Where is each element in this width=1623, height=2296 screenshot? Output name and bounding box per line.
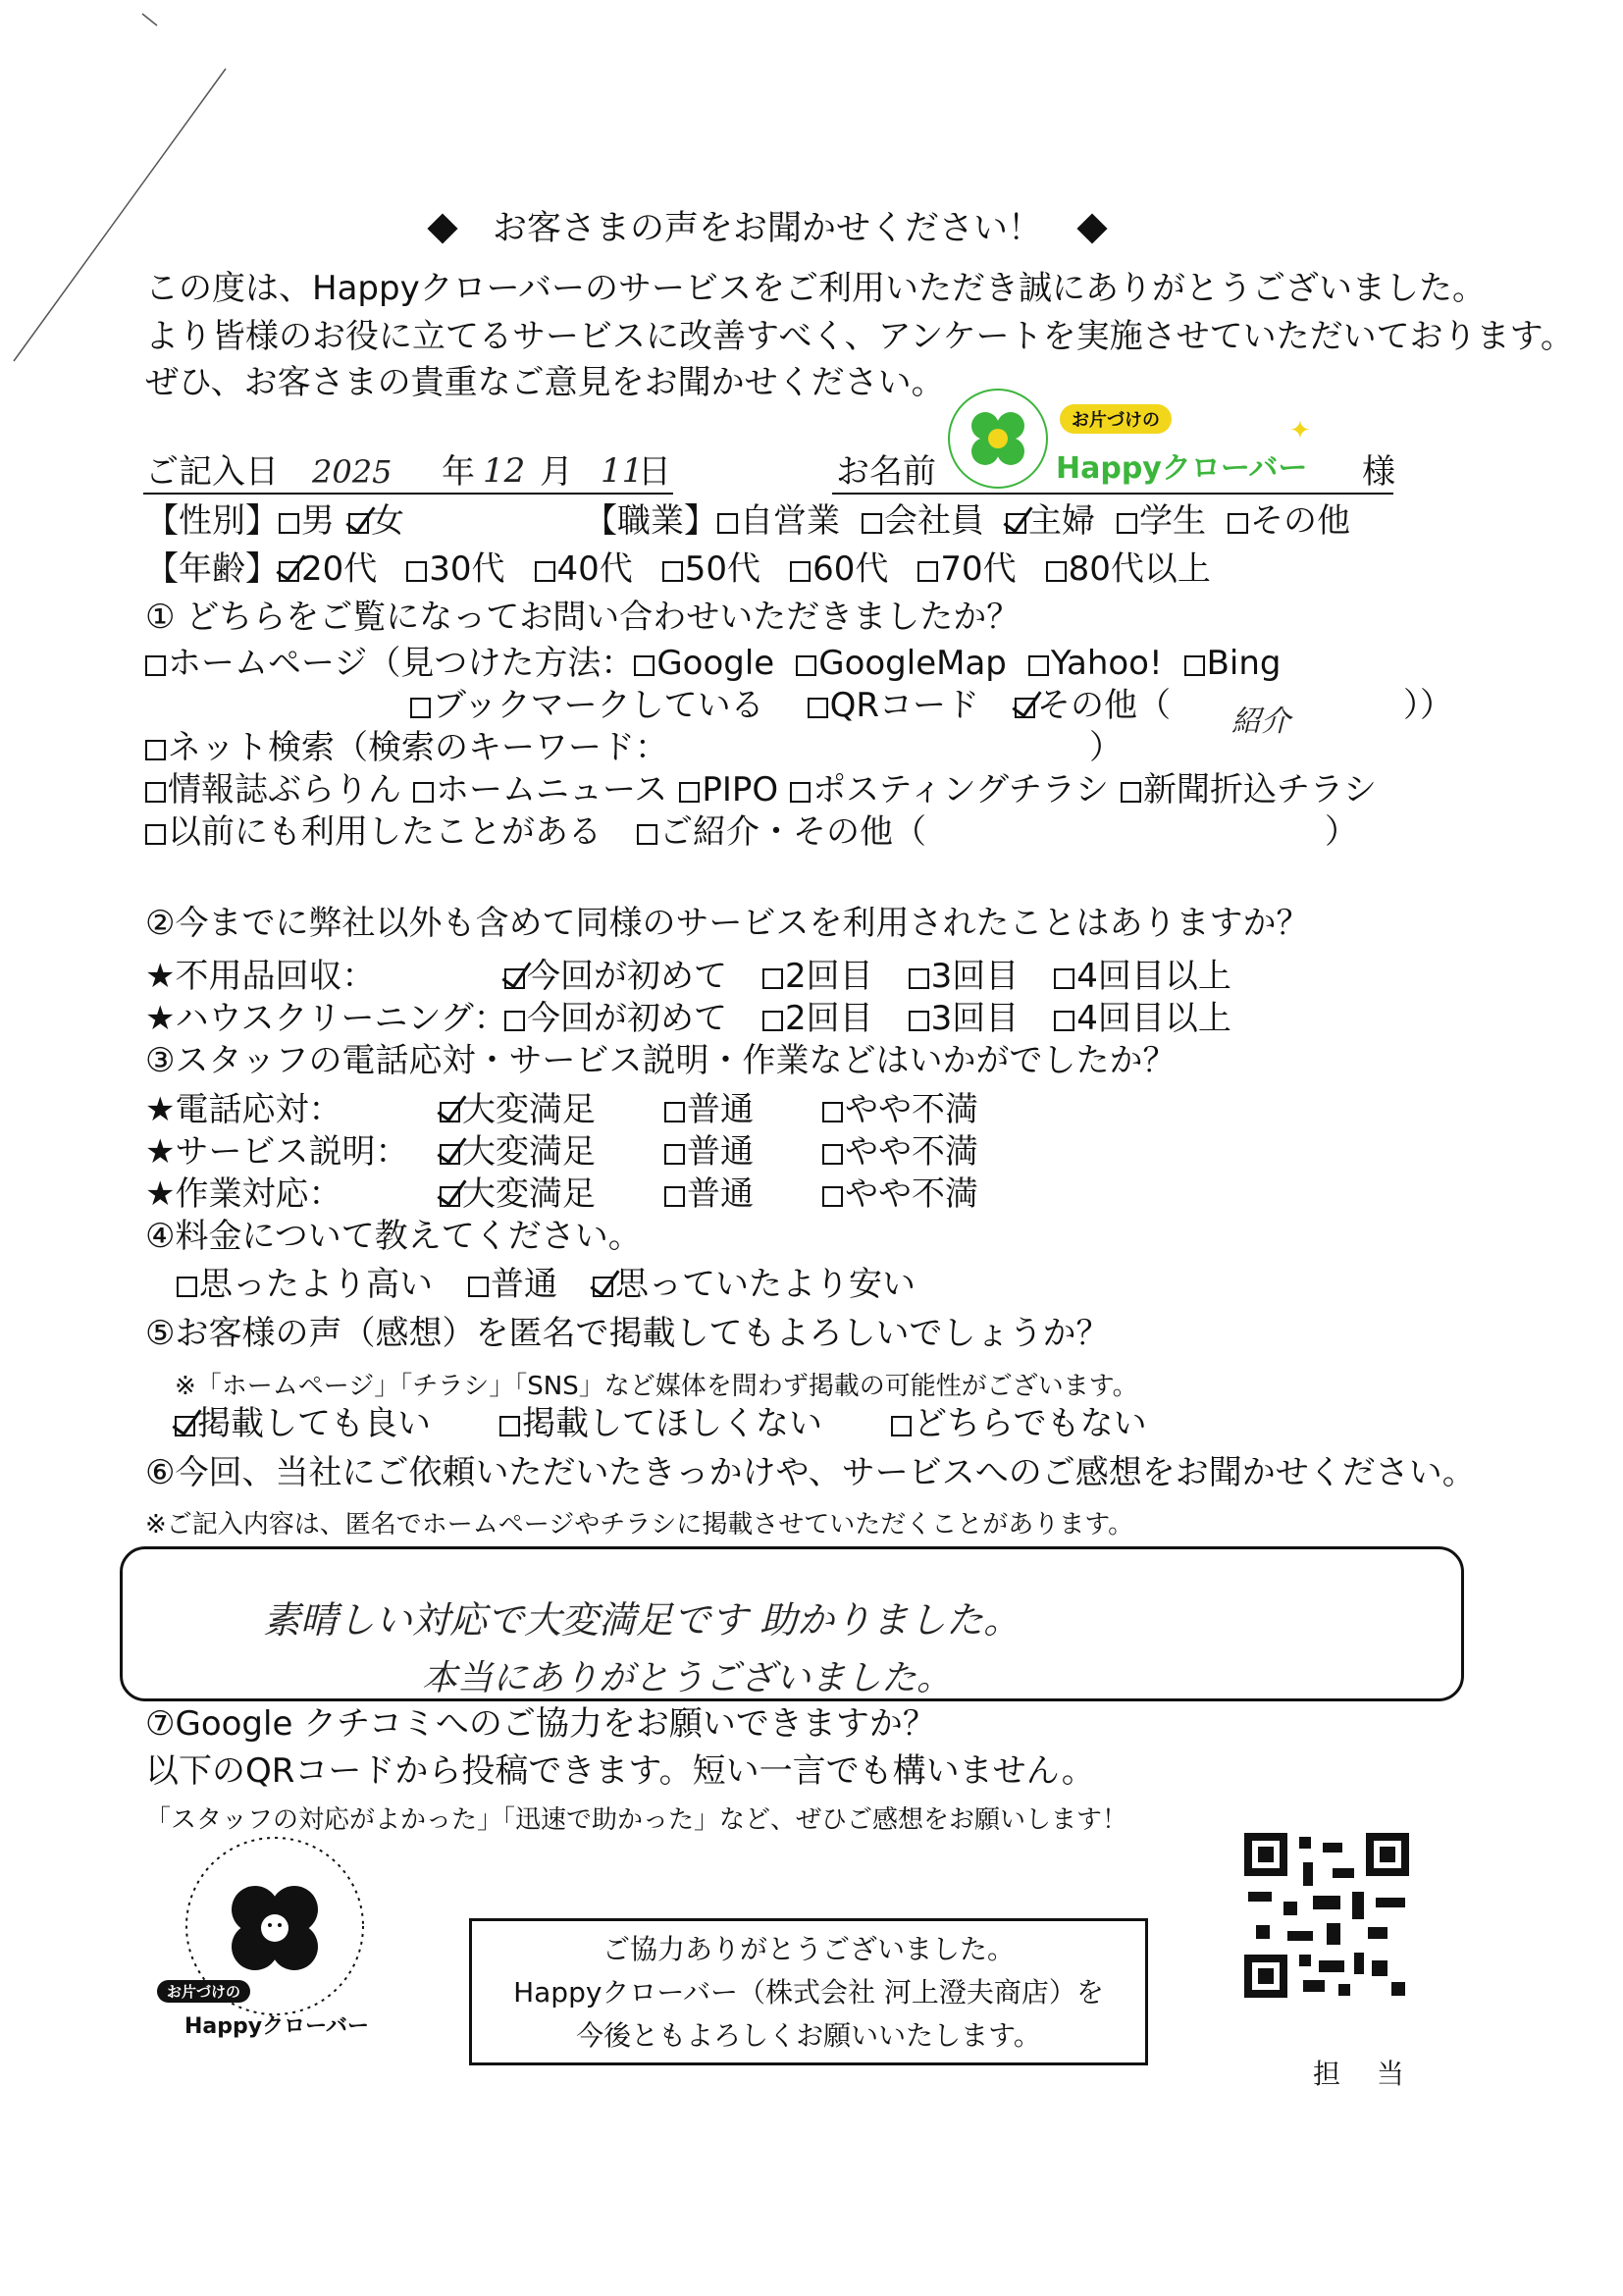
- staff-label: 担 当: [1313, 2058, 1418, 2090]
- q2-row-2-options: [504, 1000, 1231, 1038]
- date-day[interactable]: 11: [601, 451, 644, 491]
- q3-row-1-label: ★電話応対：: [145, 1090, 342, 1129]
- option-age-40: 40代: [556, 549, 633, 589]
- option-female: 女: [371, 501, 404, 541]
- checkbox-male[interactable]: [279, 513, 299, 534]
- thanks-text: [469, 1928, 1148, 2058]
- checkbox-introduction[interactable]: [637, 824, 657, 845]
- checkbox-q2-1-3rd[interactable]: [909, 968, 929, 989]
- option-4th: 4回目以上: [1076, 957, 1231, 996]
- option-very-satisfied: 大変満足: [462, 1174, 596, 1214]
- option-qrcode: QRコード: [829, 686, 980, 725]
- option-very-satisfied: 大変満足: [462, 1132, 596, 1172]
- thanks-line-2: Happyクローバー（株式会社 河上澄夫商店）を: [513, 1976, 1104, 2009]
- q4-options: [177, 1266, 916, 1304]
- diamond-icon: [427, 213, 457, 243]
- date-year[interactable]: 2025: [312, 453, 393, 491]
- checkbox-q3-1-normal[interactable]: [664, 1102, 685, 1122]
- option-publish-no: 掲載してほしくない: [522, 1404, 822, 1443]
- q1-hp-row: [145, 645, 1282, 683]
- checkbox-q3-1-bad[interactable]: [822, 1102, 843, 1122]
- option-4th: 4回目以上: [1076, 999, 1231, 1038]
- q2-question: ②今までに弊社以外も含めて同様のサービスを利用されたことはありますか？: [145, 904, 1310, 943]
- checkbox-q2-2-2nd[interactable]: [762, 1011, 783, 1031]
- checkbox-googlemap[interactable]: [796, 655, 816, 676]
- job-row: [584, 502, 1350, 541]
- checkbox-bookmark[interactable]: [410, 698, 431, 718]
- page-title-row: [432, 201, 1103, 250]
- sparkle-icon: ✦: [1289, 416, 1311, 445]
- option-job-other: その他: [1250, 501, 1350, 541]
- checkbox-age-40[interactable]: [535, 561, 555, 582]
- age-row: [145, 550, 1211, 589]
- option-student: 学生: [1139, 501, 1206, 541]
- checkbox-q3-1-very[interactable]: [440, 1102, 460, 1122]
- option-higher: 思ったより高い: [199, 1265, 433, 1304]
- checkbox-age-80[interactable]: [1046, 561, 1067, 582]
- checkbox-self-employed[interactable]: [717, 513, 738, 534]
- checkbox-net-search[interactable]: [145, 740, 166, 760]
- option-google: Google: [656, 644, 775, 683]
- job-label: 【職業】: [584, 501, 717, 541]
- hp-other-handwriting[interactable]: 紹介: [1231, 704, 1290, 739]
- checkbox-homenews[interactable]: [413, 782, 434, 803]
- checkbox-bing[interactable]: [1184, 655, 1205, 676]
- option-age-80: 80代以上: [1068, 549, 1211, 589]
- checkbox-q3-3-very[interactable]: [440, 1186, 460, 1207]
- q1-prev-row: [145, 813, 926, 852]
- checkbox-age-70[interactable]: [917, 561, 938, 582]
- checkbox-q2-1-first[interactable]: [504, 968, 525, 989]
- intro-line-1: この度は、Happyクローバーのサービスをご利用いただき誠にありがとうございました。: [145, 269, 1486, 308]
- checkbox-q2-1-4th[interactable]: [1054, 968, 1074, 989]
- name-label: お名前: [836, 452, 936, 492]
- net-close-paren: ）: [1089, 728, 1123, 767]
- option-age-20: 20代: [301, 549, 378, 589]
- checkbox-qrcode[interactable]: [808, 698, 828, 718]
- date-year-unit: 年: [442, 452, 475, 492]
- q2-row-1-options: [504, 958, 1231, 996]
- date-month[interactable]: 12: [483, 451, 526, 491]
- checkbox-google[interactable]: [634, 655, 654, 676]
- option-somewhat-dissatisfied: やや不満: [845, 1174, 978, 1214]
- q1-net-label: ネット検索（検索のキーワード：: [168, 728, 668, 767]
- company-logo: [157, 1833, 393, 2049]
- option-housewife: 主婦: [1028, 501, 1095, 541]
- checkbox-housewife[interactable]: [1006, 513, 1026, 534]
- option-3rd: 3回目: [930, 999, 1020, 1038]
- checkbox-q2-1-2nd[interactable]: [762, 968, 783, 989]
- checkbox-age-30[interactable]: [406, 561, 427, 582]
- q2-row-1-label: ★不用品回収：: [145, 957, 376, 996]
- comment-handwriting-1: 素晴しい対応で大変満足です 助かりました。: [263, 1598, 1021, 1642]
- q3-row-2-options: [440, 1133, 978, 1172]
- checkbox-homepage[interactable]: [145, 655, 166, 676]
- option-normal: 普通: [687, 1174, 754, 1214]
- q1-question: ① どちらをご覧になってお問い合わせいただきましたか？: [145, 598, 1021, 637]
- checkbox-q3-3-bad[interactable]: [822, 1186, 843, 1207]
- option-employee: 会社員: [884, 501, 984, 541]
- checkbox-q3-3-normal[interactable]: [664, 1186, 685, 1207]
- checkbox-q4-normal[interactable]: [468, 1277, 489, 1297]
- option-introduction: ご紹介・その他（: [659, 812, 926, 852]
- option-googlemap: GoogleMap: [818, 644, 1007, 683]
- q5-options: [175, 1405, 1147, 1443]
- option-age-70: 70代: [940, 549, 1017, 589]
- checkbox-prev-use[interactable]: [145, 824, 166, 845]
- checkbox-q3-2-bad[interactable]: [822, 1144, 843, 1165]
- checkbox-yahoo[interactable]: [1028, 655, 1049, 676]
- checkbox-q4-high[interactable]: [177, 1277, 197, 1297]
- name-suffix: 様: [1362, 452, 1395, 492]
- option-age-30: 30代: [429, 549, 505, 589]
- option-age-60: 60代: [812, 549, 889, 589]
- option-bing: Bing: [1206, 644, 1282, 683]
- checkbox-q3-2-very[interactable]: [440, 1144, 460, 1165]
- clover-icon: [944, 385, 1052, 493]
- checkbox-age-60[interactable]: [790, 561, 811, 582]
- checkbox-female[interactable]: [348, 513, 369, 534]
- checkbox-q3-2-normal[interactable]: [664, 1144, 685, 1165]
- checkbox-q5-either[interactable]: [891, 1416, 912, 1436]
- logo-brand: Happyクローバー: [1056, 451, 1308, 486]
- checkbox-q5-ok[interactable]: [175, 1416, 195, 1436]
- logo-bottom-brand: Happyクローバー: [184, 2014, 369, 2039]
- option-2nd: 2回目: [785, 957, 873, 996]
- thanks-line-1: ご協力ありがとうございました。: [602, 1933, 1015, 1965]
- q3-row-3-label: ★作業対応：: [145, 1174, 342, 1214]
- option-somewhat-dissatisfied: やや不満: [845, 1132, 978, 1172]
- gender-label: 【性別】: [145, 501, 279, 541]
- option-hp-other: その他（: [1037, 686, 1172, 725]
- option-2nd: 2回目: [785, 999, 873, 1038]
- checkbox-q2-2-4th[interactable]: [1054, 1011, 1074, 1031]
- option-homenews: ホームニュース: [436, 770, 668, 809]
- option-age-50: 50代: [684, 549, 761, 589]
- option-normal: 普通: [687, 1090, 754, 1129]
- option-pipo: PIPO: [702, 770, 779, 809]
- date-month-unit: 月: [540, 452, 573, 492]
- q1-net-row: [145, 729, 668, 767]
- q1-hp-label: ホームページ（見つけた方法：: [168, 644, 635, 683]
- logo-tagline: お片づけの: [1060, 404, 1172, 434]
- option-yahoo: Yahoo!: [1050, 644, 1163, 683]
- checkbox-q5-no[interactable]: [499, 1416, 520, 1436]
- option-burarin: 情報誌ぶらりん: [168, 770, 401, 809]
- checkbox-job-other[interactable]: [1228, 513, 1248, 534]
- q7-question: ⑦Google クチコミへのご協力をお願いできますか？: [145, 1704, 936, 1744]
- logo-bottom-tagline: お片づけの: [157, 1980, 250, 2003]
- q7-line-1: 以下のQRコードから投稿できます。短い一言でも構いません。: [145, 1751, 1095, 1791]
- q5-question: ⑤お客様の声（感想）を匿名で掲載してもよろしいでしょうか？: [145, 1314, 1110, 1353]
- option-newspaper: 新聞折込チラシ: [1143, 770, 1378, 809]
- q7-line-2: 「スタッフの対応がよかった」「迅速で助かった」など、ぜひご感想をお願いします！: [145, 1805, 1128, 1835]
- checkbox-burarin[interactable]: [145, 782, 166, 803]
- q3-row-1-options: [440, 1091, 978, 1129]
- checkbox-q2-2-3rd[interactable]: [909, 1011, 929, 1031]
- diamond-icon: [1076, 213, 1107, 243]
- option-first-time: 今回が初めて: [527, 999, 727, 1038]
- name-stamp-logo: [944, 385, 1327, 495]
- checkbox-pipo[interactable]: [679, 782, 700, 803]
- hp-close-paren: ））: [1403, 686, 1453, 725]
- checkbox-q4-cheap[interactable]: [593, 1277, 613, 1297]
- checkbox-employee[interactable]: [862, 513, 882, 534]
- thanks-line-3: 今後ともよろしくお願いいたします。: [576, 2019, 1041, 2052]
- option-somewhat-dissatisfied: やや不満: [845, 1090, 978, 1129]
- intro-line-3: ぜひ、お客さまの貴重なご意見をお聞かせください。: [145, 363, 945, 402]
- intro-line-2: より皆様のお役に立てるサービスに改善すべく、アンケートを実施させていただいております。: [145, 317, 1574, 356]
- date-underline: [143, 493, 673, 495]
- q4-question: ④料金について教えてください。: [145, 1217, 642, 1256]
- checkbox-age-20[interactable]: [279, 561, 299, 582]
- option-first-time: 今回が初めて: [527, 957, 727, 996]
- age-label: 【年齢】: [145, 549, 279, 589]
- q3-row-2-label: ★サービス説明：: [145, 1132, 409, 1172]
- q6-question: ⑥今回、当社にご依頼いただいたきっかけや、サービスへのご感想をお聞かせください。: [145, 1453, 1476, 1492]
- checkbox-posting[interactable]: [790, 782, 811, 803]
- option-publish-ok: 掲載しても良い: [197, 1404, 431, 1443]
- q2-row-2-label: ★ハウスクリーニング：: [145, 999, 507, 1038]
- q1-hp-row2: [410, 687, 1171, 725]
- option-self-employed: 自営業: [740, 501, 840, 541]
- gender-row: [145, 502, 404, 541]
- q5-note: ※「ホームページ」「チラシ」「SNS」など媒体を問わず掲載の可能性がございます。: [175, 1372, 1138, 1401]
- option-male: 男: [301, 501, 335, 541]
- page-title: お客さまの声をお聞かせください！: [493, 209, 1043, 248]
- option-bookmark: ブックマークしている: [433, 686, 764, 725]
- option-normal: 普通: [491, 1265, 557, 1304]
- option-3rd: 3回目: [930, 957, 1020, 996]
- q1-media-row: [145, 771, 1377, 809]
- q6-note: ※ご記入内容は、匿名でホームページやチラシに掲載させていただくことがあります。: [145, 1510, 1134, 1539]
- qr-code[interactable]: [1244, 1833, 1409, 1998]
- checkbox-q2-2-first[interactable]: [504, 1011, 525, 1031]
- option-posting: ポスティングチラシ: [812, 770, 1110, 809]
- option-cheaper: 思っていたより安い: [615, 1265, 916, 1304]
- intro-close-paren: ）: [1325, 812, 1358, 852]
- q3-question: ③スタッフの電話応対・サービス説明・作業などはいかがでしたか？: [145, 1041, 1177, 1080]
- option-either: どちらでもない: [914, 1404, 1147, 1443]
- checkbox-age-50[interactable]: [662, 561, 683, 582]
- option-very-satisfied: 大変満足: [462, 1090, 596, 1129]
- checkbox-hp-other[interactable]: [1015, 698, 1035, 718]
- date-label: ご記入日: [145, 452, 279, 492]
- option-prev-use: 以前にも利用したことがある: [168, 812, 602, 852]
- checkbox-student[interactable]: [1117, 513, 1137, 534]
- comment-handwriting-2: 本当にありがとうございました。: [422, 1658, 953, 1698]
- date-day-unit: 日: [638, 452, 671, 492]
- q3-row-3-options: [440, 1175, 978, 1214]
- option-normal: 普通: [687, 1132, 754, 1172]
- checkbox-newspaper[interactable]: [1121, 782, 1141, 803]
